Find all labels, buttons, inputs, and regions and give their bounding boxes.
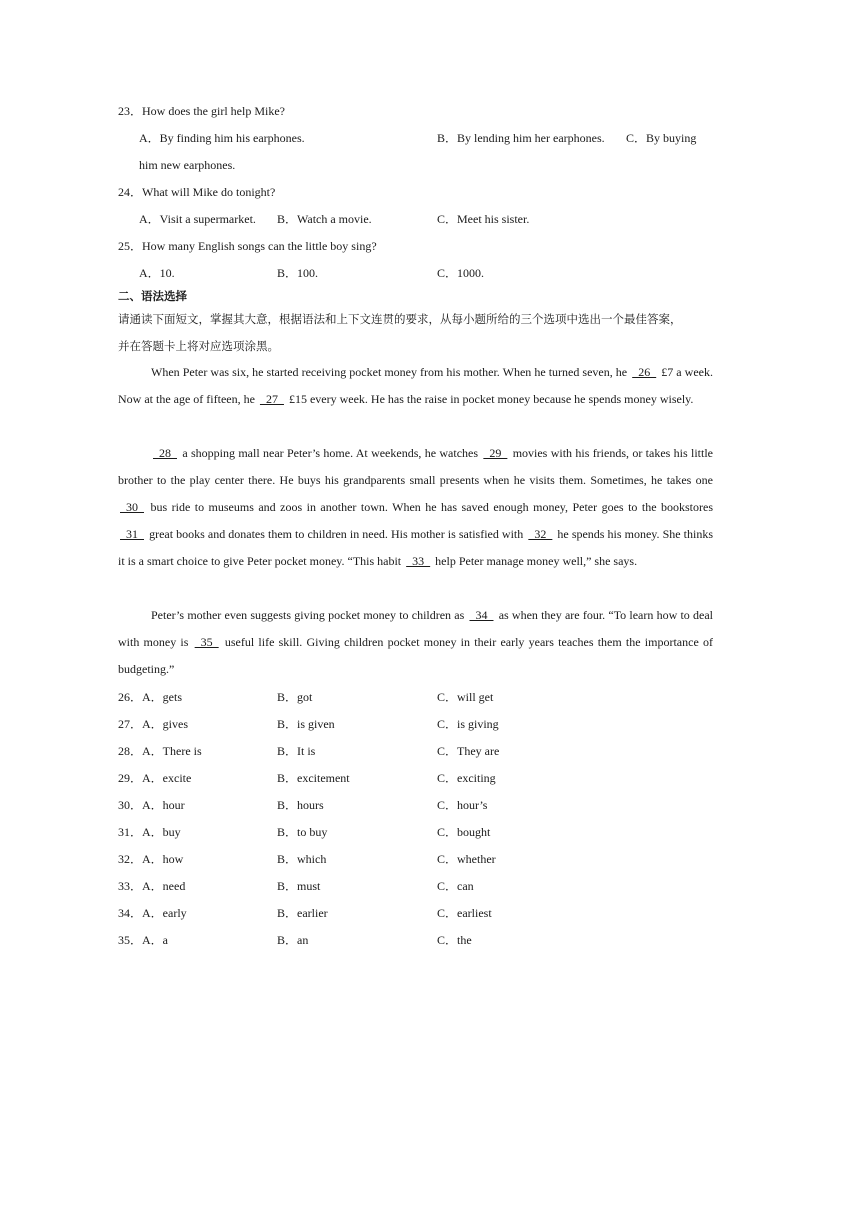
passage-paragraph-1	[118, 359, 713, 413]
blank-30: 30	[120, 500, 144, 514]
passage-paragraph-3	[118, 602, 713, 683]
q32-option-c: C．whether	[437, 852, 496, 866]
q33-option-a: 33．A．need	[118, 879, 186, 893]
blank-28: 28	[153, 446, 177, 460]
q34-option-a: 34．A．early	[118, 906, 187, 920]
q25-option-b: B．100.	[277, 266, 319, 280]
q29-option-b: B．excitement	[277, 771, 350, 785]
question-25: 25．How many English songs can the little boy sing?	[118, 239, 377, 253]
q32-option-b: B．which	[277, 852, 327, 866]
q31-option-b: B．to buy	[277, 825, 328, 839]
q31-option-c: C．bought	[437, 825, 491, 839]
passage-text: great books and donates them to children in need. His mother is satisfied with	[146, 527, 527, 541]
blank-26: 26	[632, 365, 657, 379]
passage-text: movies with his friends, or takes his little brother to the play center there. He buys his grandparents small presents when he visits them. Sometimes, he takes one	[118, 446, 713, 487]
passage-text: £15 every week. He has the raise in pocket money because he spends money wisely.	[285, 392, 694, 406]
blank-29: 29	[483, 446, 508, 460]
question-24: 24．What will Mike do tonight?	[118, 185, 276, 199]
q35-option-a: 35．A．a	[118, 933, 168, 947]
passage-text: as when they are four. “To learn how to deal with money is	[118, 608, 713, 649]
blank-35: 35	[194, 635, 219, 649]
q26-option-b: B．got	[277, 690, 313, 704]
q26-option-a: 26．A．gets	[118, 690, 182, 704]
passage-text: useful life skill. Giving children pocket money in their early years teaches them the importance of budgeting.”	[118, 635, 713, 676]
q23-option-a: A．By finding him his earphones.	[139, 131, 305, 145]
blank-32: 32	[528, 527, 553, 541]
passage-text: £7 a week. Now at the age of fifteen, he	[118, 365, 713, 406]
blank-33: 33	[406, 554, 431, 568]
passage-text: a shopping mall near Peter’s home. At weekends, he watches	[179, 446, 482, 460]
passage-paragraph-2	[118, 440, 713, 575]
passage-text: bus ride to museums and zoos in another town. When he has saved enough money, Peter goes to the bookstores	[146, 500, 713, 514]
q23-option-c: C．By buying	[626, 131, 697, 145]
q33-option-c: C．can	[437, 879, 474, 893]
question-23: 23．How does the girl help Mike?	[118, 104, 285, 118]
passage-text: he spends his money. She thinks it is a smart choice to give Peter pocket money. “This habit	[118, 527, 713, 568]
q35-option-c: C．the	[437, 933, 472, 947]
instruction-line-1: 请通读下面短文，掌握其大意，根据语法和上下文连贯的要求，从每小题所给的三个选项中选出一个最佳答案，	[118, 312, 682, 326]
q29-option-a: 29．A．excite	[118, 771, 192, 785]
q34-option-b: B．earlier	[277, 906, 328, 920]
passage-text: help Peter manage money well,” she says.	[432, 554, 638, 568]
q25-option-a: A．10.	[139, 266, 175, 280]
q28-option-a: 28．A．There is	[118, 744, 202, 758]
blank-27: 27	[259, 392, 284, 406]
q27-option-c: C．is giving	[437, 717, 499, 731]
q27-option-b: B．is given	[277, 717, 335, 731]
q24-option-a: A．Visit a supermarket.	[139, 212, 256, 226]
q35-option-b: B．an	[277, 933, 309, 947]
q30-option-b: B．hours	[277, 798, 324, 812]
q30-option-c: C．hour’s	[437, 798, 488, 812]
blank-34: 34	[469, 608, 494, 622]
q32-option-a: 32．A．how	[118, 852, 184, 866]
q23-option-b: B．By lending him her earphones.	[437, 131, 605, 145]
q28-option-c: C．They are	[437, 744, 500, 758]
q33-option-b: B．must	[277, 879, 321, 893]
blank-31: 31	[120, 527, 144, 541]
q31-option-a: 31．A．buy	[118, 825, 181, 839]
q26-option-c: C．will get	[437, 690, 494, 704]
q27-option-a: 27．A．gives	[118, 717, 188, 731]
q34-option-c: C．earliest	[437, 906, 492, 920]
passage-text: Peter’s mother even suggests giving pocket money to children as	[151, 608, 468, 622]
q23-option-c-continued: him new earphones.	[139, 158, 236, 172]
q30-option-a: 30．A．hour	[118, 798, 185, 812]
q24-option-b: B．Watch a movie.	[277, 212, 372, 226]
section-title: 二、语法选择	[118, 289, 187, 303]
instruction-line-2: 并在答题卡上将对应选项涂黑。	[118, 339, 279, 353]
q29-option-c: C．exciting	[437, 771, 496, 785]
q25-option-c: C．1000.	[437, 266, 485, 280]
passage-text: When Peter was six, he started receiving pocket money from his mother. When he turned seven, he	[151, 365, 631, 379]
q28-option-b: B．It is	[277, 744, 316, 758]
q24-option-c: C．Meet his sister.	[437, 212, 530, 226]
